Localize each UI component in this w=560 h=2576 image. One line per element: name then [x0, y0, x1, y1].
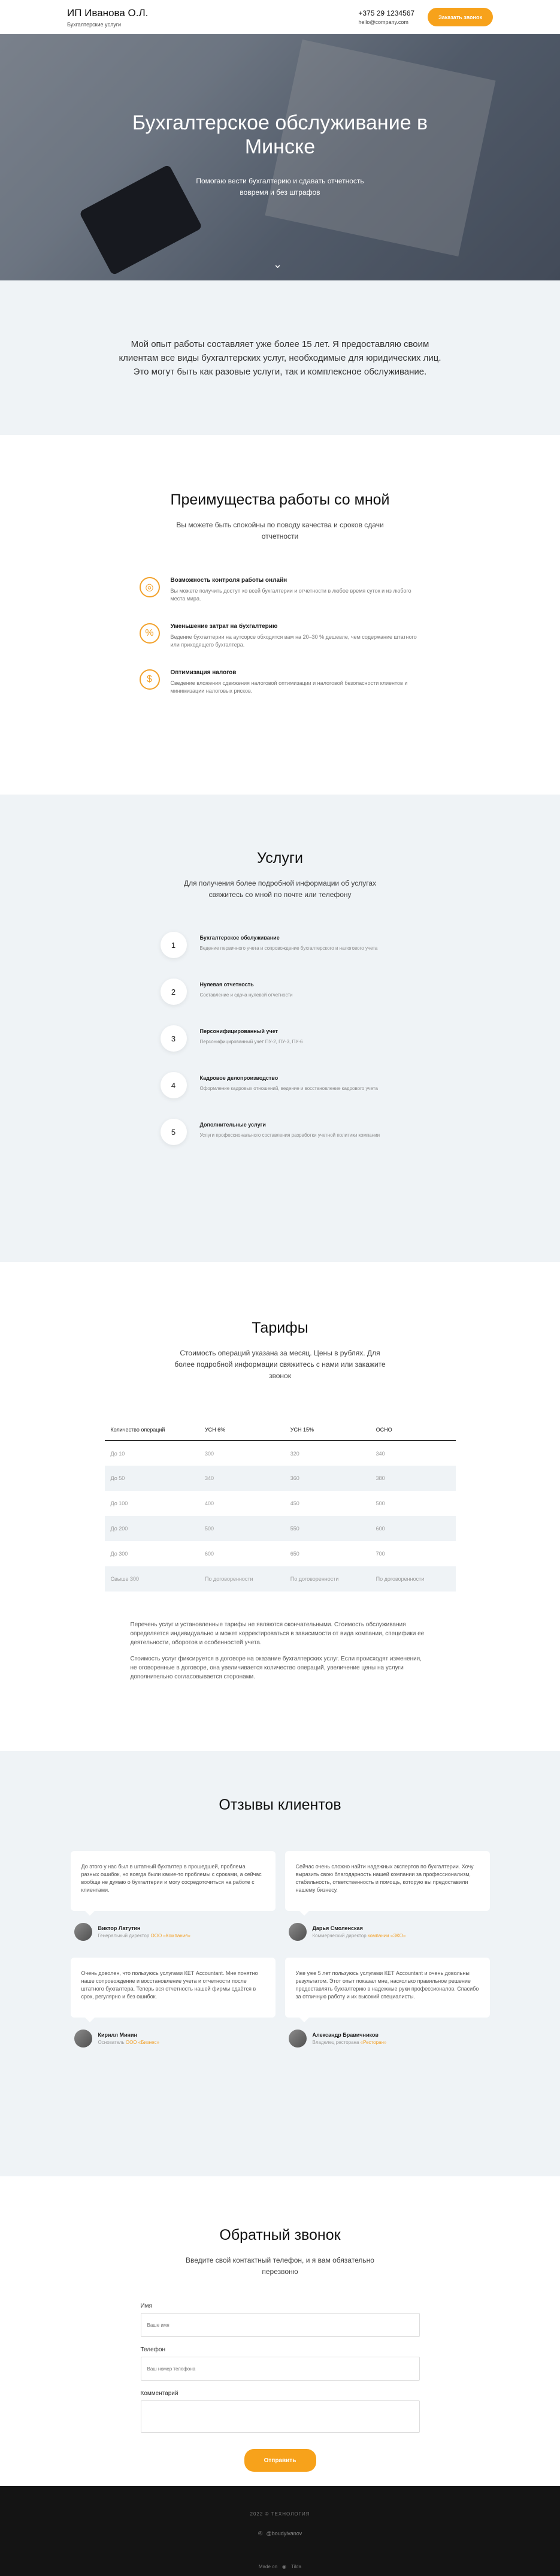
percent-icon: % — [140, 623, 160, 644]
advantage-desc: Ведение бухгалтерии на аутсорсе обходится вам на 20–30 % дешевле, чем содержание штатного или приходящего бухгалтера. — [170, 634, 417, 648]
reviewer-role — [313, 2040, 387, 2045]
feedback-form — [141, 2303, 420, 2472]
services-list — [161, 932, 400, 1145]
reviewer-name: Дарья Смоленская — [312, 1925, 363, 1931]
reviewer-position: Генеральный директор — [98, 1933, 150, 1938]
tariffs-title: Тарифы — [252, 1319, 308, 1336]
service-item — [161, 1025, 400, 1052]
brand-name: ИП Иванова О.Л. — [67, 7, 149, 19]
intro-section — [0, 280, 560, 435]
table-row — [105, 1516, 456, 1541]
tariffs-section — [0, 1262, 560, 1751]
reviewer-company: ООО «Компания» — [150, 1933, 190, 1938]
tariff-note: Перечень услуг и установленные тарифы не являются окончательными. Стоимость обслуживания определяется индивидуально и может корректироваться в зависимости от вида компании, специфики ее деятельности, оборотов и особенностей учета. — [130, 1621, 425, 1646]
email-link[interactable]: hello@company.com — [358, 19, 408, 25]
brand-subtitle: Бухгалтерские услуги — [67, 21, 122, 28]
reviewer-position: Коммерческий директор — [312, 1933, 367, 1938]
advantages-title: Преимущества работы со мной — [170, 491, 390, 508]
avatar — [74, 1923, 92, 1941]
header-right — [358, 8, 493, 26]
review-text: До этого у нас был в штатный бухгалтер в прошедшей, проблема разных ошибок, но всегда были какие-то проблемы с сроками, а сейчас вообще не думаю о бухгалтерии и могу сосредоточиться на работе с клиентами. — [71, 1851, 276, 1911]
reviewer-company: «Ресторан» — [360, 2040, 387, 2045]
table-header: Количество операций — [105, 1419, 199, 1440]
instagram-icon: ◎ — [258, 2530, 263, 2536]
contacts — [358, 9, 414, 25]
feedback-section — [0, 2176, 560, 2486]
money-icon: $ — [140, 669, 160, 690]
service-item — [161, 1119, 400, 1145]
order-call-button[interactable]: Заказать звонок — [428, 8, 493, 26]
table-cell: По договоренности — [199, 1566, 284, 1591]
advantage-title: Оптимизация налогов — [170, 669, 237, 676]
review-text: Сейчас очень сложно найти надежных экспертов по бухгалтерии. Хочу выразить свою благодарность нашей компании за профессионализм, стабильность, ответственность и помощь, которую вы предоставили нашему бизнесу. — [285, 1851, 490, 1911]
advantages-section — [0, 435, 560, 795]
comment-textarea[interactable] — [141, 2400, 420, 2433]
table-row — [105, 1566, 456, 1591]
globe-icon: ◎ — [140, 577, 160, 597]
reviews-section — [0, 1751, 560, 2176]
hero-title: Бухгалтерское обслуживание в Минске — [132, 111, 428, 158]
service-number: 3 — [161, 1025, 187, 1052]
review-text: Очень доволен, что пользуюсь услугами КЕТ Accountant. Мне понятно наше сопровождение и восстановление учета и отчетности после штатного бухгалтера. Теперь вся отчетность нашей фирмы сдаётся в срок, регулярно и без ошибок. — [71, 1958, 276, 2018]
review — [285, 1958, 490, 2047]
advantage-desc: Вы можете получить доступ ко всей бухгалтерии и отчетности в любое время суток и из любого места мира. — [170, 588, 411, 602]
table-cell: 500 — [199, 1516, 284, 1541]
service-desc: Персонифицированный учет ПУ-2, ПУ-3, ПУ-6 — [199, 1039, 303, 1044]
footer-social-link[interactable] — [258, 2530, 302, 2536]
table-header: УСН 15% — [284, 1419, 370, 1440]
table-cell: 380 — [370, 1466, 456, 1491]
service-title: Кадровое делопроизводство — [199, 1075, 279, 1081]
table-cell: Свыше 300 — [105, 1566, 199, 1591]
table-row — [105, 1491, 456, 1516]
hero-section — [0, 34, 560, 280]
service-number: 5 — [161, 1119, 187, 1145]
reviewer-role — [313, 1933, 406, 1938]
feedback-subtitle: Введите свой контактный телефон, и я вам обязательно перезвоню — [186, 2256, 374, 2276]
reviewer-name: Кирилл Минин — [98, 2032, 137, 2038]
reviewer — [71, 2030, 276, 2047]
phone-link[interactable]: +375 29 1234567 — [358, 9, 415, 17]
tariff-table — [105, 1419, 456, 1591]
tariff-note: Стоимость услуг фиксируется в договоре на оказание бухгалтерских услуг. Если происходят изменения, не оговоренные в договоре, она увеличивается количество операций, увеличение цены на услуги дополнительно согласовывается сторонами. — [130, 1656, 422, 1680]
table-header: ОСНО — [370, 1419, 456, 1440]
table-cell: 450 — [290, 1500, 299, 1506]
table-cell: До 300 — [110, 1551, 128, 1557]
name-input[interactable] — [141, 2313, 420, 2337]
table-cell: По договоренности — [370, 1566, 456, 1591]
services-section — [0, 795, 560, 1262]
made-on-text: Made on — [258, 2564, 278, 2569]
table-cell: 340 — [376, 1450, 385, 1457]
reviewer-role — [98, 1933, 190, 1938]
advantages-list — [140, 577, 421, 695]
reviewer-company: компании «ЭКО» — [367, 1933, 406, 1938]
table-row — [105, 1541, 456, 1566]
chevron-down-icon[interactable]: ⌄ — [273, 258, 283, 270]
reviewer — [285, 1923, 490, 1941]
intro-text: Мой опыт работы составляет уже более 15 лет. Я предоставляю своим клиентам все виды бухгалтерских услуг, необходимые для юридических лиц. Это могут быть как разовые услуги, так и комплексное обслуживание. — [119, 339, 441, 377]
table-cell: 360 — [284, 1466, 370, 1491]
reviewer — [285, 2030, 490, 2047]
service-item — [161, 979, 400, 1005]
advantage-title: Возможность контроля работы онлайн — [170, 577, 287, 584]
reviewer-name: Александр Бравичников — [312, 2032, 379, 2038]
table-cell: 700 — [376, 1551, 385, 1557]
advantage-title: Уменьшение затрат на бухгалтерию — [170, 623, 278, 630]
service-desc: Услуги профессионального составления разработки учетной политики компании — [199, 1133, 380, 1138]
phone-input[interactable] — [141, 2357, 420, 2381]
services-title: Услуги — [257, 850, 303, 866]
service-desc: Ведение первичного учета и сопровождение бухгалтерского и налогового учета — [199, 946, 378, 951]
advantage-item — [140, 669, 421, 695]
reviewer — [71, 1923, 276, 1941]
name-label: Имя — [140, 2303, 152, 2309]
reviewer-position: Владелец ресторана — [312, 2040, 359, 2045]
review — [71, 1958, 276, 2047]
service-desc: Составление и сдача нулевой отчетности — [199, 992, 293, 998]
tilda-logo-icon: ◉ — [282, 2564, 287, 2569]
advantage-item — [140, 577, 421, 603]
service-title: Нулевая отчетность — [199, 982, 254, 987]
avatar — [74, 2030, 92, 2047]
tariffs-subtitle: Стоимость операций указана за месяц. Цены в рублях. Для более подробной информации свяжитесь с нами или закажите звонок — [174, 1349, 386, 1380]
phone-label: Телефон — [140, 2347, 165, 2353]
service-number: 1 — [161, 932, 187, 958]
hero-content — [0, 111, 560, 198]
table-cell: По договоренности — [284, 1566, 370, 1591]
table-cell: 650 — [290, 1551, 299, 1557]
services-subtitle: Для получения более подробной информации об услугах свяжитесь со мной по почте или телефону — [183, 879, 377, 899]
table-header-row — [105, 1419, 456, 1440]
table-cell: 300 — [204, 1450, 214, 1457]
review — [71, 1851, 276, 1941]
site-footer — [0, 2486, 560, 2576]
service-number: 2 — [161, 979, 187, 1005]
table-cell: До 100 — [110, 1500, 128, 1506]
reviews-title: Отзывы клиентов — [219, 1796, 341, 1813]
comment-label: Комментарий — [140, 2390, 178, 2397]
reviews-grid — [71, 1851, 490, 2047]
review-text: Уже уже 5 лет пользуюсь услугами КЕТ Accountant и очень довольны результатом. Этот опыт показал мне, насколько правильное решение предоставлять бухгалтерию в надежные руки профессионалов. Спасибо за отличную работу и их высокий специалисты. — [285, 1958, 490, 2018]
table-header: УСН 6% — [199, 1419, 284, 1440]
service-item — [161, 932, 400, 958]
brand — [67, 7, 148, 28]
table-cell: 600 — [370, 1516, 456, 1541]
avatar — [289, 1923, 307, 1941]
advantages-subtitle: Вы можете быть спокойны по поводу качества и сроков сдачи отчетности — [176, 521, 384, 540]
table-row — [105, 1440, 456, 1466]
service-title: Дополнительные услуги — [199, 1122, 266, 1128]
site-header — [0, 0, 560, 34]
made-on-tilda-link[interactable] — [259, 2564, 301, 2569]
reviewer-role — [98, 2040, 159, 2045]
service-title: Бухгалтерское обслуживание — [199, 935, 280, 941]
table-cell: 400 — [204, 1500, 214, 1506]
table-cell: 320 — [290, 1450, 299, 1457]
footer-copyright: 2022 © ТЕХНОЛОГИЯ — [250, 2511, 310, 2517]
reviewer-name: Виктор Латутин — [98, 1925, 141, 1931]
service-item — [161, 1072, 400, 1098]
table-cell: 550 — [284, 1516, 370, 1541]
reviewer-company: ООО «Бизнес» — [125, 2040, 159, 2045]
table-cell: 500 — [376, 1500, 385, 1506]
hero-subtitle: Помогаю вести бухгалтерию и сдавать отчетность вовремя и без штрафов — [196, 177, 364, 197]
submit-wrap — [141, 2449, 420, 2472]
table-cell: До 10 — [110, 1450, 125, 1457]
footer-social-handle: @boudyivanov — [266, 2530, 302, 2536]
made-on-brand: Tilda — [291, 2564, 302, 2569]
service-title: Персонифицированный учет — [199, 1028, 278, 1034]
review — [285, 1851, 490, 1941]
table-cell: 600 — [204, 1551, 214, 1557]
service-desc: Оформление кадровых отношений, ведение и восстановление кадрового учета — [199, 1086, 378, 1091]
advantage-desc: Сведение вложения сдвижения налоговой оптимизации и налоговой безопасности клиентов и минимизации налоговых рисков. — [170, 680, 408, 694]
advantage-item — [140, 623, 421, 649]
feedback-title: Обратный звонок — [219, 2227, 341, 2243]
table-row — [105, 1466, 456, 1491]
submit-button[interactable]: Отправить — [244, 2449, 316, 2472]
table-cell: До 200 — [105, 1516, 199, 1541]
table-cell: 340 — [199, 1466, 284, 1491]
table-cell: До 50 — [105, 1466, 199, 1491]
tariff-notes — [131, 1620, 430, 1681]
reviewer-position: Основатель — [98, 2040, 125, 2045]
avatar — [289, 2030, 307, 2047]
service-number: 4 — [161, 1072, 187, 1098]
